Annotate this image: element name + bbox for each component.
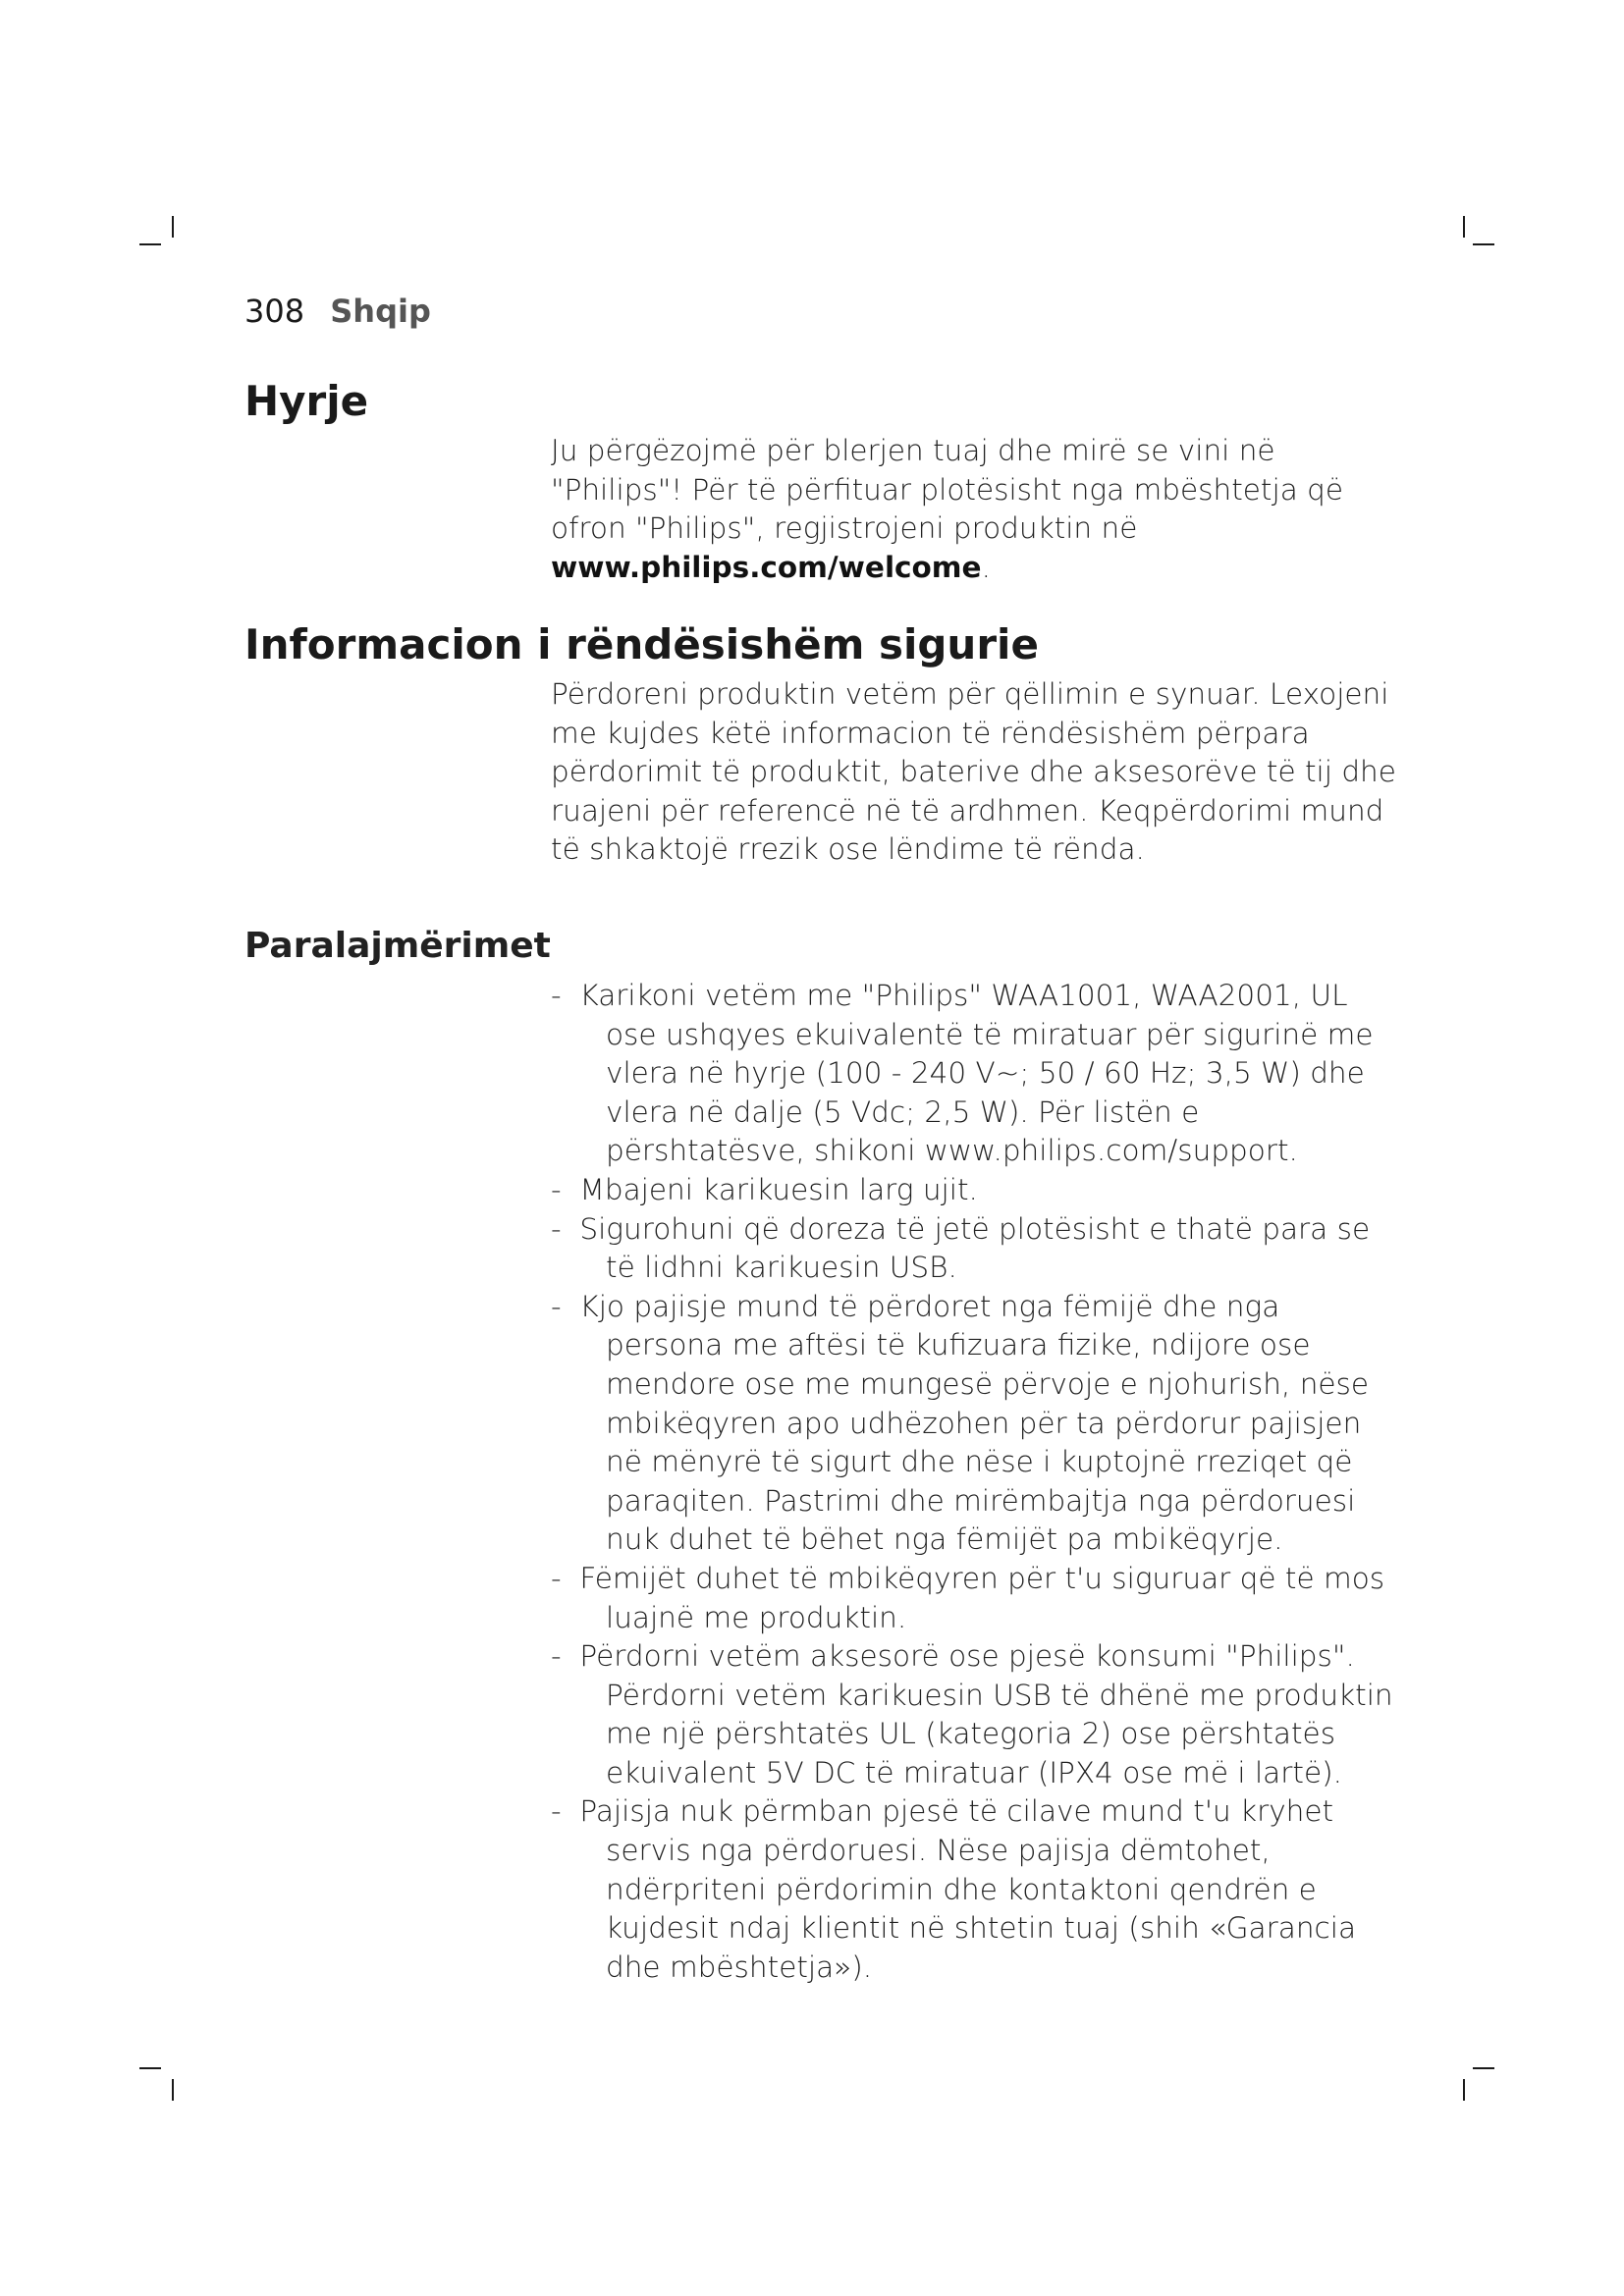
list-item-text: Fëmijët duhet të mbikëqyren për t'u siguruar që të mos luajnë me produktin. bbox=[579, 1561, 1385, 1634]
welcome-link[interactable]: www.philips.com/welcome bbox=[551, 550, 982, 584]
list-item-text: Kjo pajisje mund të përdoret nga fëmijë dhe nga persona me aftësi të kufizuara fizike, ndijore ose mendore ose me mungesë përvoje e njohurish, nëse mbikëqyren apo udhëzohen për ta përdorur pajisjen në mënyrë të sigurt dhe nëse i kuptojnë rreziqet që paraqiten. Pastrimi dhe mirëmbajtja nga përdoruesi nuk duhet të bëhet nga fëmijët pa mbikëqyrje. bbox=[579, 1289, 1370, 1557]
list-item-text: Pajisja nuk përmban pjesë të cilave mund t'u kryhet servis nga përdoruesi. Nëse pajisja dëmtohet, ndërpriteni përdorimin dhe kontaktoni qendrën e kujdesit ndaj klientit në shtetin tuaj (shih «Garancia dhe mbështetja»). bbox=[579, 1794, 1357, 1984]
list-item-text: Përdorni vetëm aksesorë ose pjesë konsumi "Philips". Përdorni vetëm karikuesin USB të dhënë me produktin me një përshtatës UL (kategoria 2) ose përshtatës ekuivalent 5V DC të miratuar (IPX4 ose më i lartë). bbox=[579, 1639, 1393, 1789]
intro-heading: Hyrje bbox=[244, 377, 369, 425]
bullet-dash: - bbox=[551, 1561, 562, 1595]
language-label: Shqip bbox=[330, 293, 431, 330]
list-item-text: Mbajeni karikuesin larg ujit. bbox=[579, 1172, 978, 1206]
safety-text: Përdoreni produktin vetëm për qëllimin e synuar. Lexojeni me kujdes këtë informacion të rëndësishëm përpara përdorimit të produktit, baterive dhe aksesorëve të tij dhe ruajeni për referencë në të ardhmen. Keqpërdorimi mund të shkaktojë rrezik ose lëndime të rënda. bbox=[551, 677, 1396, 867]
crop-mark-top-right bbox=[1463, 216, 1465, 238]
crop-mark-bottom-left bbox=[139, 2067, 161, 2069]
safety-heading: Informacion i rëndësishëm sigurie bbox=[244, 620, 1039, 668]
warnings-list bbox=[551, 977, 1405, 1987]
crop-mark-top-left bbox=[172, 216, 174, 238]
list-item bbox=[551, 1637, 1405, 1792]
warnings-list-container bbox=[551, 977, 1405, 1987]
list-item bbox=[551, 1288, 1405, 1560]
warnings-heading: Paralajmërimet bbox=[244, 926, 551, 966]
list-item bbox=[551, 1210, 1405, 1288]
list-item bbox=[551, 1560, 1405, 1637]
crop-mark-bottom-left bbox=[172, 2079, 174, 2101]
running-header bbox=[244, 293, 431, 330]
intro-text: Ju përgëzojmë për blerjen tuaj dhe mirë se vini në "Philips"! Për të përfituar plotësisht nga mbështetja që ofron "Philips", regjistrojeni produktin në bbox=[551, 434, 1344, 546]
bullet-dash: - bbox=[551, 979, 562, 1012]
list-item-text: Sigurohuni që doreza të jetë plotësisht e thatë para se të lidhni karikuesin USB. bbox=[579, 1211, 1371, 1285]
crop-mark-top-right bbox=[1473, 243, 1494, 245]
list-item bbox=[551, 977, 1405, 1171]
list-item bbox=[551, 1171, 1405, 1210]
page-number: 308 bbox=[244, 293, 305, 330]
crop-mark-bottom-right bbox=[1473, 2067, 1494, 2069]
crop-mark-bottom-right bbox=[1463, 2079, 1465, 2101]
intro-period: . bbox=[981, 550, 991, 584]
safety-paragraph bbox=[551, 675, 1405, 870]
bullet-dash: - bbox=[551, 1211, 562, 1246]
crop-mark-top-left bbox=[139, 243, 161, 245]
bullet-dash: - bbox=[551, 1794, 562, 1829]
bullet-dash: - bbox=[551, 1172, 562, 1206]
bullet-dash: - bbox=[551, 1639, 562, 1674]
list-item bbox=[551, 1792, 1405, 1987]
list-item-text: Karikoni vetëm me "Philips" WAA1001, WAA2001, UL ose ushqyes ekuivalentë të miratuar për sigurinë me vlera në hyrje (100 - 240 V~; 50 / 60 Hz; 3,5 W) dhe vlera në dalje (5 Vdc; 2,5 W). Për listën e përshtatësve, shikoni www.philips.com/support. bbox=[579, 979, 1374, 1168]
intro-paragraph bbox=[551, 432, 1405, 587]
bullet-dash: - bbox=[551, 1289, 562, 1323]
